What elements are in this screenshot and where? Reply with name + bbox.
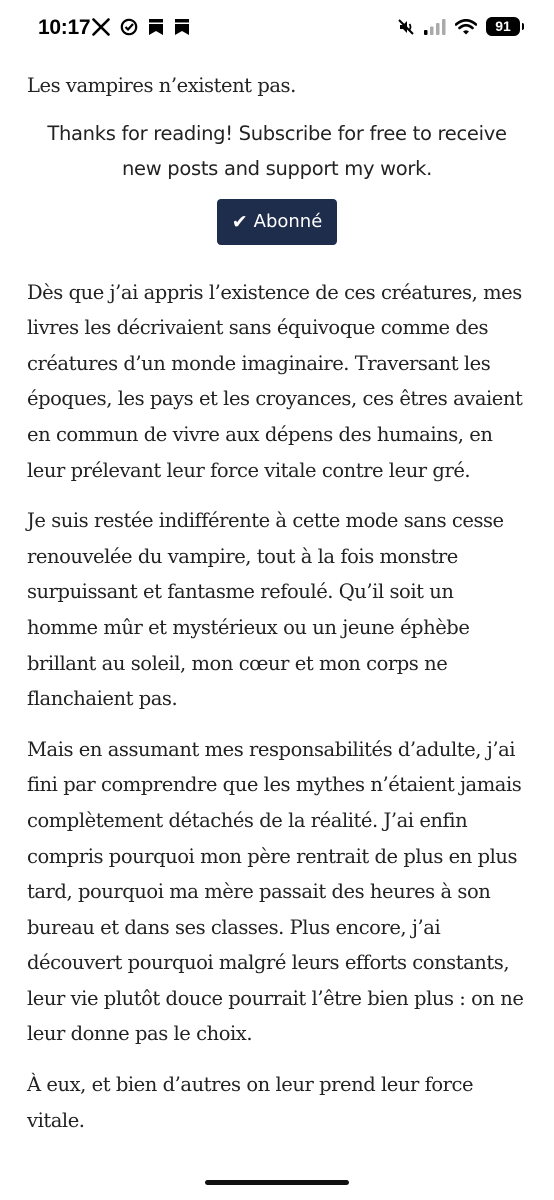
home-indicator[interactable] xyxy=(205,1180,349,1185)
system-icons xyxy=(397,17,520,36)
bookmark-icon xyxy=(174,18,190,36)
article-paragraph: Je suis restée indifférente à cette mode sans cesse renouvelée du vampire, tout à la fois monstre surpuissant et fantasme refoulé. Qu’il soit un homme mûr et mystérieux ou un jeune éphèbe brillant au soleil, mon cœur et mon corps ne flanchaient pas. xyxy=(27,509,504,711)
mute-icon xyxy=(397,18,415,36)
status-bar xyxy=(0,0,554,58)
article-body xyxy=(27,68,527,1138)
article-intro: Les vampires n’existent pas. xyxy=(27,74,296,97)
bookmark-icon xyxy=(148,18,164,36)
battery-icon: 91 xyxy=(486,17,520,36)
status-time: 10:17 xyxy=(38,16,91,39)
article-paragraph: Mais en assumant mes responsabilités d’adulte, j’ai fini par comprendre que les mythes n’étaient jamais complètement détachés de la réalité. J’ai enfin compris pourquoi mon père rentrait de plus en plus tard, pourquoi ma mère passait des heures à son bureau et dans ses classes. Plus encore, j’ai découvert pourquoi malgré leurs efforts constants, leur vie plutôt douce pourrait l’être bien plus : on ne leur donne pas le choix. xyxy=(27,737,524,1046)
check-circle-icon xyxy=(120,18,138,36)
wifi-icon xyxy=(455,19,477,35)
x-logo-icon xyxy=(92,18,110,36)
cellular-signal-icon xyxy=(424,19,446,35)
notification-icons xyxy=(92,18,190,36)
subscribed-button-label: Abonné xyxy=(253,211,323,233)
article-paragraph: Dès que j’ai appris l’existence de ces créatures, mes livres les décrivaient sans équivoque comme des créatures d’un monde imaginaire. Traversant les époques, les pays et les croyances, ces êtres avaient en commun de vivre aux dépens des humains, en leur prélevant leur force vitale contre leur gré. xyxy=(27,280,523,482)
subscribe-button-wrapper xyxy=(27,199,527,245)
subscribe-prompt: Thanks for reading! Subscribe for free to receive new posts and support my work. xyxy=(47,121,507,180)
checkmark-icon: ✔ xyxy=(231,210,248,233)
subscribed-button[interactable] xyxy=(217,199,338,245)
article-paragraph: À eux, et bien d’autres on leur prend leur force vitale. xyxy=(27,1073,474,1132)
